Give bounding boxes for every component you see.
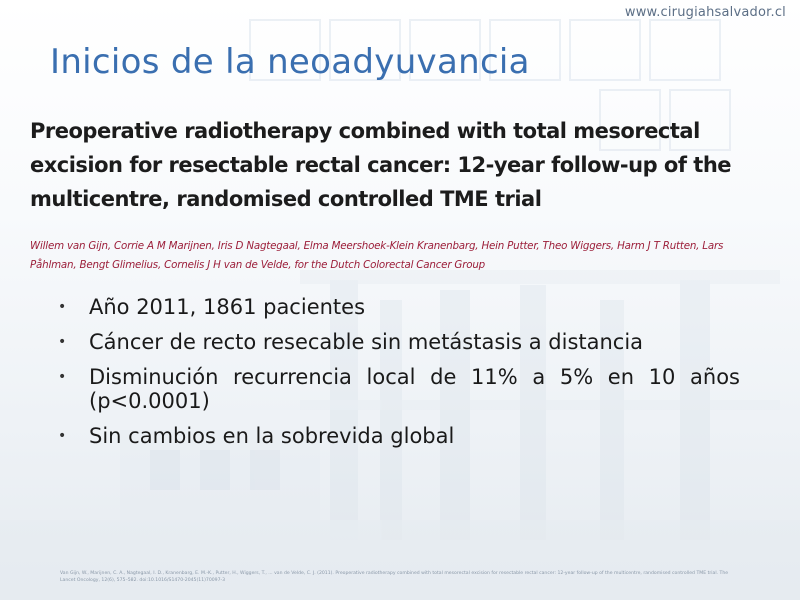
bullet-list [54,295,740,459]
bullet-text: Sin cambios en la sobrevida global [89,424,455,448]
bullet-item [54,424,740,448]
bullet-text: Disminución recurrencia local de 11% a 5% en 10 años (p<0.0001) [89,365,740,413]
bullet-marker: • [58,334,67,350]
paper-title: Preoperative radiotherapy combined with total mesorectal excision for resectable rectal cancer: 12-year follow-up of the multicentre, randomised controlled TME trial [30,119,732,211]
site-url: www.cirugiahsalvador.cl [624,5,786,20]
bullet-marker: • [58,369,67,385]
slide-title: Inicios de la neoadyuvancia [50,42,530,82]
bullet-item [54,330,740,354]
bullet-item [54,365,740,413]
footer-citation: Van Gijn, W., Marijnen, C. A., Nagtegaal, I. D., Kranenbarg, E. M.-K., Putter, H., Wiggers, T., ... van de Velde, C. J. (2011). Preoperative radiotherapy combined with total mesorectal excision for resectable rectal cancer: 12-year follow-up of the multicentre, randomised controlled TME trial. The Lancet Oncology, 12(6), 575–582. doi:10.1016/S1470-2045(11)70097-3 [60,571,729,583]
bullet-text: Año 2011, 1861 pacientes [89,295,366,319]
bullet-item [54,295,740,319]
bullet-marker: • [58,299,67,315]
bullet-text: Cáncer de recto resecable sin metástasis a distancia [89,330,644,354]
paper-authors: Willem van Gijn, Corrie A M Marijnen, Iris D Nagtegaal, Elma Meershoek-Klein Kranenbarg, Hein Putter, Theo Wiggers, Harm J T Rutten, Lars Påhlman, Bengt Glimelius, Cornelis J H van de Velde, for the Dutch Colorectal Cancer Group [30,240,724,271]
bullet-marker: • [58,428,67,444]
